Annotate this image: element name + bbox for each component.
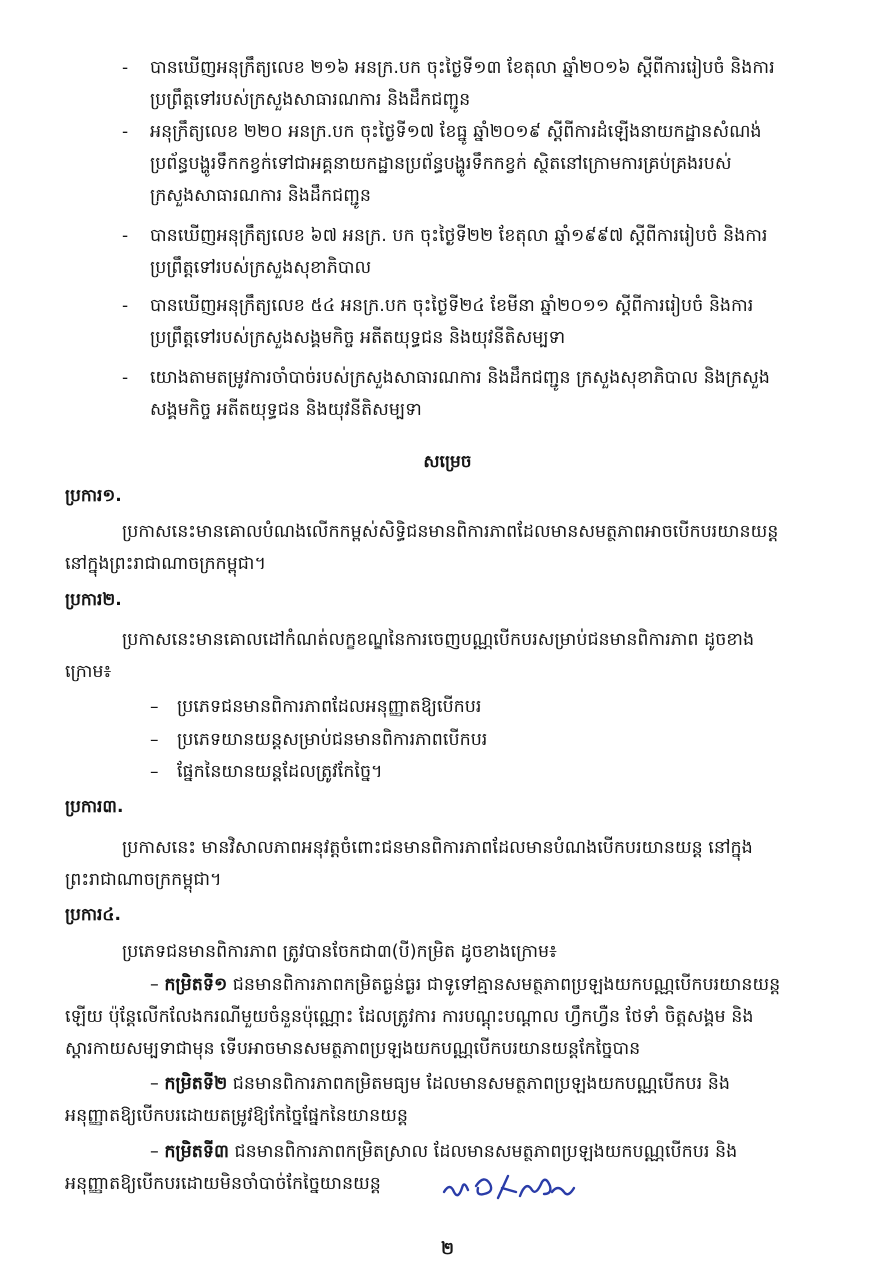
article-4-level-1-line-2: ឡើយ ប៉ុន្តែលើកលែងករណីមួយចំនួនប៉ុណ្ណោះ ដែលត្រូវការ ការបណ្តុះបណ្តាល ហ្វឹកហ្វឺន ថែទាំ ចិត្តសង្គម និង <box>65 1007 754 1027</box>
article-2-item-2: ប្រភេទយានយន្តសម្រាប់ជនមានពិការភាពបើកបរ <box>177 730 488 750</box>
article-4-level-3-line-2: អនុញ្ញាតឱ្យបើកបរដោយមិនចាំបាច់កែច្នៃយានយន្ត <box>65 1174 381 1194</box>
level-3-text: ជនមានពិការភាពកម្រិតស្រាល ដែលមានសមត្ថភាពប្រឡងយកបណ្ណបើកបរ និង <box>228 1142 738 1162</box>
article-3-line-1: ប្រកាសនេះ មានវិសាលភាពអនុវត្តចំពោះជនមានពិការភាពដែលមានបំណងបើកបរយានយន្ត នៅក្នុង <box>122 838 753 858</box>
list-dash: – <box>150 697 159 717</box>
decision-heading: សម្រេច <box>423 452 472 472</box>
bullet-dash: - <box>122 296 129 316</box>
article-4-title: ប្រការ៤. <box>65 905 121 925</box>
article-2-title: ប្រការ២. <box>65 590 122 610</box>
article-4-level-1-line-3: ស្តារកាយសម្បទាជាមុន ទើបអាចមានសមត្ថភាពប្រឡងយកបណ្ណបើកបរយានយន្តកែច្នៃបាន <box>65 1039 641 1059</box>
level-2-text: ជនមានពិការភាពកម្រិតមធ្យម ដែលមានសមត្ថភាពប្រឡងយកបណ្ណបើកបរ និង <box>227 1074 730 1094</box>
article-4-level-3-line-1 <box>150 1140 737 1164</box>
article-4-level-2-line-1 <box>150 1072 730 1096</box>
article-2-line-2: ក្រោម៖ <box>65 662 112 682</box>
article-2-line-1: ប្រកាសនេះមានគោលដៅកំណត់លក្ខខណ្ឌនៃការចេញបណ្ណបើកបរសម្រាប់ជនមានពិការភាព ដូចខាង <box>122 630 755 650</box>
level-dash: – <box>150 1074 165 1094</box>
level-dash: – <box>150 975 165 995</box>
article-1-line-1: ប្រកាសនេះមានគោលបំណងលើកកម្ពស់សិទ្ធិជនមានពិការភាពដែលមានសមត្ថភាពអាចបើកបរយានយន្ត <box>122 522 779 542</box>
article-2-item-3: ផ្នែកនៃយានយន្តដែលត្រូវកែច្នៃ។ <box>177 762 383 782</box>
recital-3-line-2: ប្រព្រឹត្តទៅរបស់ក្រសួងសុខាភិបាល <box>150 258 372 278</box>
article-2-item-1: ប្រភេទជនមានពិការភាពដែលអនុញ្ញាតឱ្យបើកបរ <box>177 697 482 717</box>
recital-1-line-1: បានឃើញអនុក្រឹត្យលេខ ២១៦ អនក្រ.បក ចុះថ្ងៃទី១៣ ខែតុលា ឆ្នាំ២០១៦ ស្តីពីការរៀបចំ និងការ <box>150 58 775 78</box>
article-1-line-2: នៅក្នុងព្រះរាជាណាចក្រកម្ពុជា។ <box>65 554 266 574</box>
article-4-level-2-line-2: អនុញ្ញាតឱ្យបើកបរដោយតម្រូវឱ្យកែច្នៃផ្នែកនៃយានយន្ត <box>65 1106 408 1126</box>
level-dash: – <box>150 1142 165 1162</box>
recital-4-line-2: ប្រព្រឹត្តទៅរបស់ក្រសួងសង្គមកិច្ច អតីតយុទ្ធជន និងយុវនីតិសម្បទា <box>150 328 566 348</box>
bullet-dash: - <box>122 368 129 388</box>
handwritten-signature <box>440 1168 580 1208</box>
recital-5-line-1: យោងតាមតម្រូវការចាំបាច់របស់ក្រសួងសាធារណការ និងដឹកជញ្ជូន ក្រសួងសុខាភិបាល និងក្រសួង <box>150 368 770 388</box>
recital-1-line-2: ប្រព្រឹត្តទៅរបស់ក្រសួងសាធារណការ និងដឹកជញ្ជូន <box>150 90 471 110</box>
recital-2-line-3: ក្រសួងសាធារណការ និងដឹកជញ្ជូន <box>150 186 371 206</box>
bullet-dash: - <box>122 226 129 246</box>
list-dash: – <box>150 762 159 782</box>
level-1-label: កម្រិតទី១ <box>164 975 228 995</box>
level-1-text: ជនមានពិការភាពកម្រិតធ្ងន់ធ្ងរ ជាទូទៅគ្មានសមត្ថភាពប្រឡងយកបណ្ណបើកបរយានយន្ត <box>227 975 781 995</box>
article-4-level-1-line-1 <box>150 973 780 997</box>
list-dash: – <box>150 730 159 750</box>
recital-2-line-2: ប្រព័ន្ធបង្ហូរទឹកកខ្វក់ទៅជាអគ្គនាយកដ្ឋានប្រព័ន្ធបង្ហូរទឹកកខ្វក់ ស្ថិតនៅក្រោមការគ្រប់គ្រងរបស់ <box>150 154 732 174</box>
bullet-dash: - <box>122 122 129 142</box>
level-3-label: កម្រិតទី៣ <box>164 1142 229 1162</box>
article-1-title: ប្រការ១. <box>65 486 122 506</box>
recital-3-line-1: បានឃើញអនុក្រឹត្យលេខ ៦៧ អនក្រ. បក ចុះថ្ងៃទី២២ ខែតុលា ឆ្នាំ១៩៩៧ ស្តីពីការរៀបចំ និងការ <box>150 226 768 246</box>
recital-4-line-1: បានឃើញអនុក្រឹត្យលេខ ៥៤ អនក្រ.បក ចុះថ្ងៃទី២៤ ខែមីនា ឆ្នាំ២០១១ ស្តីពីការរៀបចំ និងការ <box>150 296 754 316</box>
level-2-label: កម្រិតទី២ <box>164 1074 228 1094</box>
recital-2-line-1: អនុក្រឹត្យលេខ ២២០ អនក្រ.បក ចុះថ្ងៃទី១៧ ខែធ្នូ ឆ្នាំ២០១៩ ស្តីពីការដំឡើងនាយកដ្ឋានសំណង់ <box>150 122 762 142</box>
page-number: ២ <box>441 1239 454 1259</box>
bullet-dash: - <box>122 58 129 78</box>
article-3-title: ប្រការ៣. <box>65 797 124 817</box>
article-3-line-2: ព្រះរាជាណាចក្រកម្ពុជា។ <box>65 870 222 890</box>
recital-5-line-2: សង្គមកិច្ច អតីតយុទ្ធជន និងយុវនីតិសម្បទា <box>150 400 422 420</box>
article-4-intro: ប្រភេទជនមានពិការភាព ត្រូវបានចែកជា៣(បី)កម្រិត ដូចខាងក្រោម៖ <box>122 942 557 962</box>
